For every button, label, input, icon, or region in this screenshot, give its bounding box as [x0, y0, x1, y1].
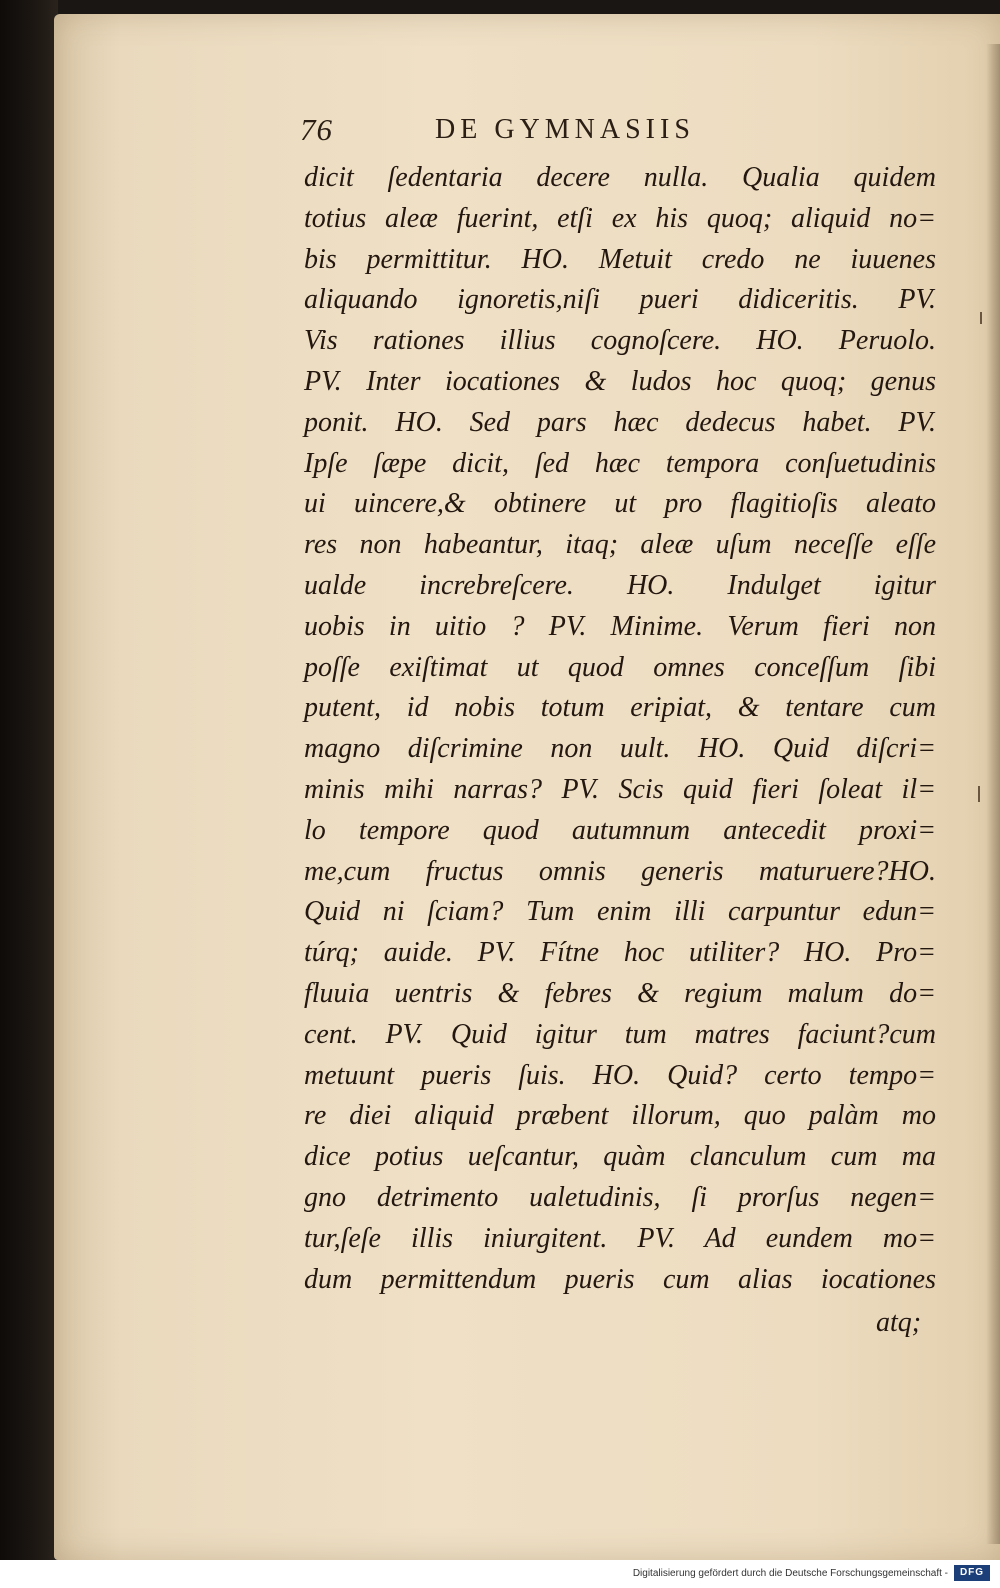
text-line: ponit. HO. Sed pars hæc dedecus habet. PV. [304, 406, 936, 438]
text-line: dum permittendum pueris cum alias iocationes [304, 1263, 936, 1295]
text-line: ualde increbreſcere. HO. Indulget igitur [304, 569, 936, 601]
catchword: atq; [876, 1307, 922, 1338]
text-line: putent, id nobis totum eripiat, & tentare cum [304, 692, 936, 724]
text-line: Quid ni ſciam? Tum enim illi carpuntur edun= [304, 896, 936, 928]
margin-mark [980, 312, 982, 324]
text-line: Ipſe ſæpe dicit, ſed hæc tempora conſuetudinis [304, 447, 936, 479]
text-line: poſſe exiſtimat ut quod omnes conceſſum ſibi [304, 651, 936, 683]
text-line: fluuia uentris & febres & regium malum do= [304, 977, 936, 1009]
text-line: dice potius ueſcantur, quàm clanculum cum ma [304, 1141, 936, 1173]
text-line: gno detrimento ualetudinis, ſi prorſus negen= [304, 1181, 936, 1213]
margin-mark [978, 786, 980, 802]
text-line: uobis in uitio ? PV. Minime. Verum fieri non [304, 610, 936, 642]
body-text [304, 158, 936, 1300]
text-line: cent. PV. Quid igitur tum matres faciunt?cum [304, 1018, 936, 1050]
text-line: Vis rationes illius cognoſcere. HO. Peruolo. [304, 325, 936, 357]
text-line: totius aleæ fuerint, etſi ex his quoq; aliquid no= [304, 202, 936, 234]
dfg-logo: DFG [954, 1565, 990, 1581]
text-line: PV. Inter iocationes & ludos hoc quoq; genus [304, 365, 936, 397]
text-line: metuunt pueris ſuis. HO. Quid? certo tempo= [304, 1059, 936, 1091]
text-line: lo tempore quod autumnum antecedit proxi= [304, 814, 936, 846]
text-line: me,cum fructus omnis generis maturuere?HO. [304, 855, 936, 887]
text-line: bis permittitur. HO. Metuit credo ne iuuenes [304, 243, 936, 275]
running-title: DE GYMNASIIS [435, 114, 695, 145]
digitization-footer [0, 1560, 1000, 1588]
text-line: tur,ſeſe illis iniurgitent. PV. Ad eundem mo= [304, 1222, 936, 1254]
text-line: ui uincere,& obtinere ut pro flagitioſis aleato [304, 488, 936, 520]
page-edge-shadow [986, 44, 1000, 1544]
text-line: re diei aliquid præbent illorum, quo palàm mo [304, 1100, 936, 1132]
page-header [300, 112, 780, 152]
text-line: túrq; auide. PV. Fítne hoc utiliter? HO. Pro= [304, 937, 936, 969]
text-line: aliquando ignoretis,niſi pueri didiceritis. PV. [304, 284, 936, 316]
page-number: 76 [300, 112, 333, 147]
book-spine-shadow [0, 0, 58, 1560]
text-line: dicit ſedentaria decere nulla. Qualia quidem [304, 162, 936, 193]
funding-notice: Digitalisierung gefördert durch die Deutsche Forschungsgemeinschaft - [632, 1568, 948, 1579]
text-line: res non habeantur, itaq; aleæ uſum neceſſe eſſe [304, 529, 936, 561]
text-line: minis mihi narras? PV. Scis quid fieri ſoleat il= [304, 773, 936, 805]
text-line: magno diſcrimine non uult. HO. Quid diſcri= [304, 733, 936, 765]
